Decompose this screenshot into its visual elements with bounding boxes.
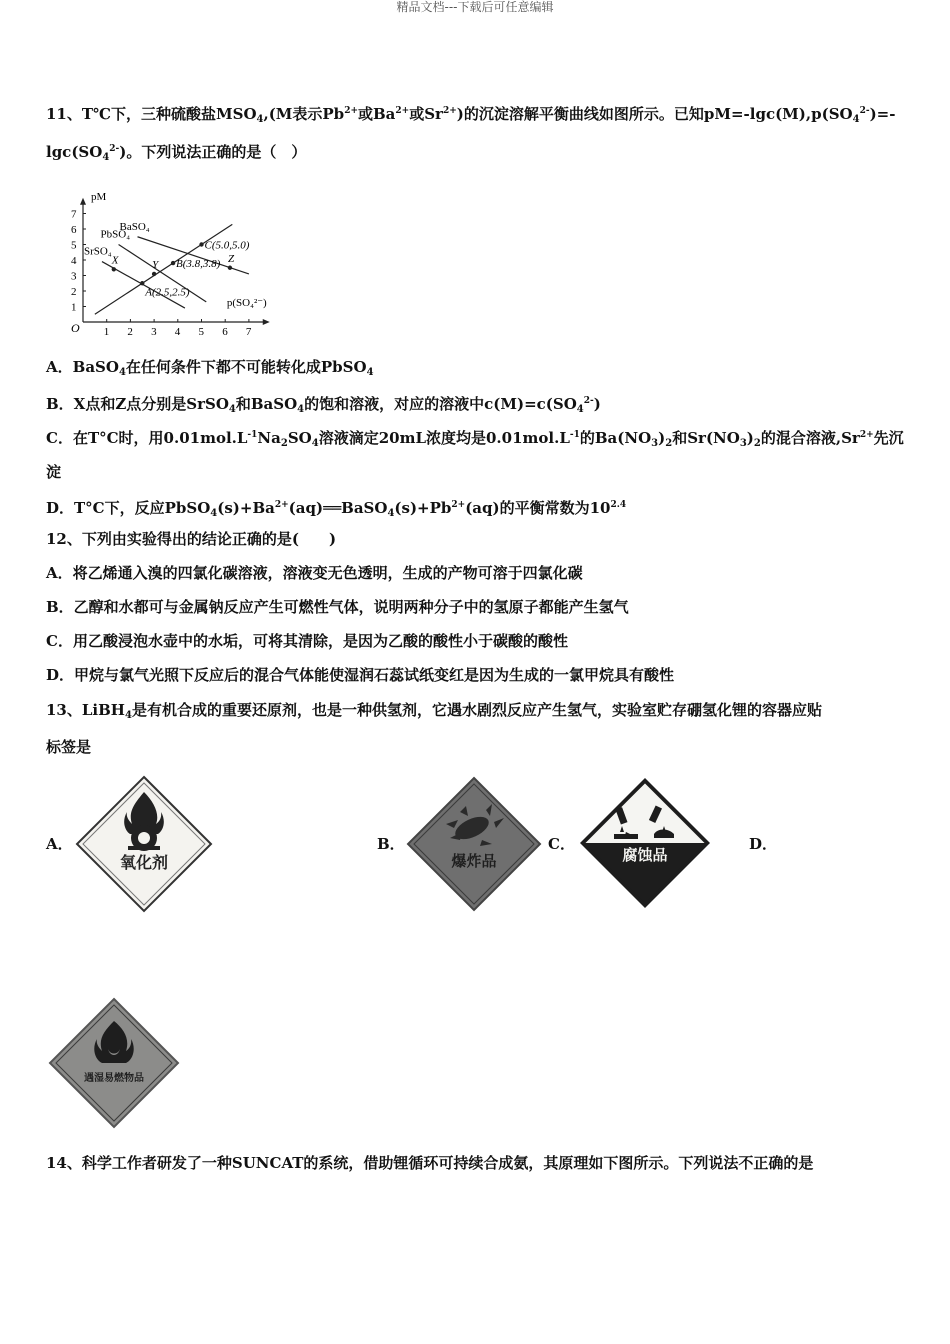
y-tick-label: 1 [71,301,77,314]
q11-stem-line-2: $\lg c(SO_4^{2-})$。下列说法正确的是（ ） [46,143,307,163]
q13-label-b: B． [377,835,405,853]
x-tick-label: 1 [103,326,110,338]
y-tick-label: 6 [71,224,77,236]
origin-label: O [71,321,80,335]
y-tick-label: 2 [71,286,77,298]
q13-label-d: D． [749,835,778,853]
q11-option-d: D．T°C下，反应$PbSO_4(s)+Ba^{2+}(aq)══BaSO_4(s)+Pb^{2+}(aq)$的平衡常数为$10^{2.4}$ [46,499,627,519]
data-point [228,266,232,270]
q13-label-a: A． [46,835,73,853]
series-label: BaSO₄ [119,220,150,233]
point-label: B(3.8,3.8) [176,258,221,271]
q12-option-c: C．用乙酸浸泡水壶中的水垢，可将其清除，是因为乙酸的酸性小于碳酸的酸性 [46,632,568,650]
q12-option-b: B．乙醇和水都可与金属钠反应产生可燃性气体，说明两种分子中的氢原子都能产生氢气 [46,598,629,616]
sign-d-text: 遇湿易燃物品 [84,1073,144,1084]
series-label: SrSO₄ [83,245,112,258]
y-axis-label: pM [91,190,107,203]
x-tick-label: 7 [245,326,252,338]
point-label: A(2.5,2.5) [145,286,190,299]
data-point [140,281,144,285]
q11-option-c-line-1: C．在T°C时，用$0.01mol.L^{-1}Na_2SO_4$溶液滴定20mL浓度均是$0.01mol.L^{-1}$的$Ba(NO_3)_2$和$Sr(NO_3)_2$的混合溶液$,Sr^{2+}$先沉 [46,429,904,449]
y-tick-label: 5 [71,239,77,252]
x-axis-arrow [263,319,270,325]
point-label: Z [227,252,235,265]
data-point [199,242,203,246]
series-label: PbSO₄ [100,228,131,241]
x-axis-label: p(SO₄²⁻) [226,296,267,309]
q13-stem-line-2: 标签是 [46,738,92,756]
x-tick-label: 6 [222,326,228,338]
q12-stem: 12、下列由实验得出的结论正确的是( ) [46,530,337,548]
y-tick-label: 4 [71,255,77,267]
point-label: Y [152,258,159,271]
x-tick-label: 3 [151,326,157,338]
oxidizer-sign-icon [74,774,214,914]
sign-a-text: 氧化剂 [119,855,169,872]
y-tick-label: 3 [71,270,77,283]
q11-stem-line-1: 11、T℃下，三种硫酸盐$MSO_4,(M$表示$Pb^{2+}$或$Ba^{2+}$或$Sr^{2+}$)的沉淀溶解平衡曲线如图所示。已知$pM=-\lg c(M),p(SO_4^{2-})=-$ [46,105,896,125]
sign-c-text: 腐蚀品 [622,848,668,864]
point-label: C(5.0,5.0) [204,239,250,252]
corrosive-sign-icon [578,776,712,910]
q11-option-b: B．X点和Z点分别是SrSO$_4$和BaSO$_4$的饱和溶液，对应的溶液中$c(M)=c(SO_4^{2-})$ [46,395,601,415]
q11-option-a: A．BaSO$_4$在任何条件下都不可能转化成PbSO$_4$ [46,358,374,378]
q11-option-c-line-2: 淀 [46,463,62,481]
y-axis-arrow [80,198,86,205]
x-tick-label: 2 [127,326,133,338]
q13-label-c: C． [548,835,575,853]
solubility-chart [62,172,302,342]
page-header: 精品文档---下载后可任意编辑 [396,0,554,14]
data-point [171,261,175,265]
q12-option-a: A．将乙烯通入溴的四氯化碳溶液，溶液变无色透明，生成的产物可溶于四氯化碳 [46,564,583,582]
explosive-sign-icon [406,776,542,912]
sign-b-text: 爆炸品 [451,854,497,870]
q13-stem-line-1: 13、LiBH$_4$是有机合成的重要还原剂，也是一种供氢剂，它遇水剧烈反应产生氢气，实验室贮存硼氢化锂的容器应贴 [46,701,822,721]
data-point [152,272,156,276]
x-tick-label: 5 [198,326,204,338]
point-label: X [111,254,119,267]
q12-option-d: D．甲烷与氯气光照下反应后的混合气体能使湿润石蕊试纸变红是因为生成的一氯甲烷具有酸性 [46,666,675,684]
x-tick-label: 4 [174,326,181,338]
y-tick-label: 7 [71,208,77,221]
dangerous-when-wet-sign-icon [48,997,180,1129]
data-point [112,267,116,271]
q14-stem: 14、科学工作者研发了一种SUNCAT的系统，借助锂循环可持续合成氨，其原理如下图所示。下列说法不正确的是 [46,1154,814,1172]
